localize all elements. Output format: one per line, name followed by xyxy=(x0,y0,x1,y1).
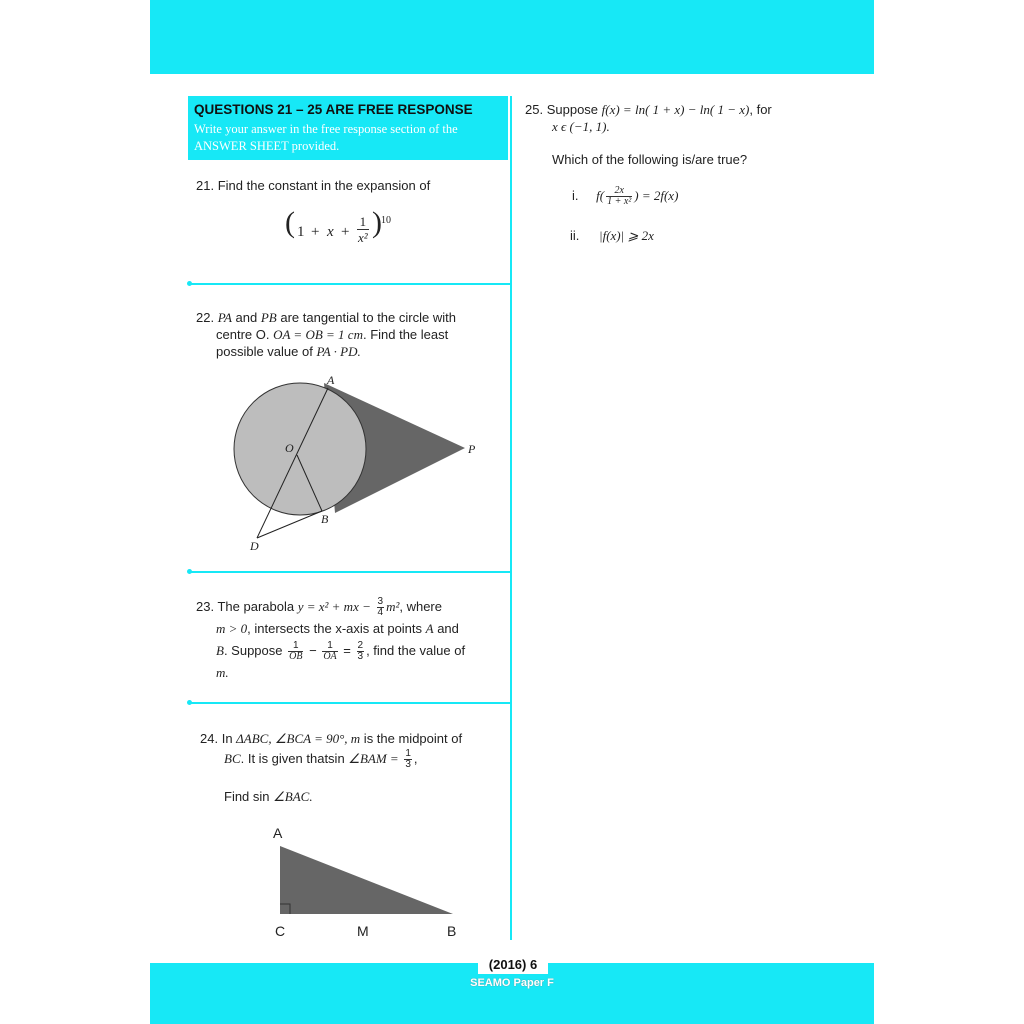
text: Find sin xyxy=(224,789,274,805)
math-bc: BC xyxy=(224,751,241,766)
math-triangle: ΔABC, ∠BCA = 90°, m xyxy=(236,731,361,746)
fraction-3-4 xyxy=(377,597,385,618)
expression-21 xyxy=(285,206,415,252)
math-pa-pd: PA · PD. xyxy=(316,344,361,359)
column-divider xyxy=(510,96,512,940)
denominator: x² xyxy=(358,230,368,245)
math-angle-bam: ∠BAM = xyxy=(348,751,399,766)
paper-label: SEAMO Paper F xyxy=(470,977,554,989)
text: , xyxy=(413,751,418,766)
question-25-prompt: Which of the following is/are true? xyxy=(552,152,748,167)
fraction-1-ob xyxy=(288,641,303,662)
text: are tangential to the circle with xyxy=(276,310,456,325)
math-m-positive: m > 0 xyxy=(216,621,248,637)
label-p: P xyxy=(468,442,476,456)
circle-tangent-diagram xyxy=(225,370,485,555)
label-a: A xyxy=(327,373,335,387)
circle xyxy=(234,383,366,515)
label-d: D xyxy=(250,539,259,553)
math-pb: PB xyxy=(260,310,277,325)
line-db xyxy=(257,511,322,538)
math-a: A xyxy=(425,621,434,637)
text: , where xyxy=(399,599,442,614)
option-label: ii. xyxy=(570,228,580,243)
text: . Find the least xyxy=(362,327,449,342)
text: and xyxy=(433,621,459,637)
math-b: B xyxy=(216,643,224,659)
math-inequality: |f(x)| ⩾ 2x xyxy=(599,228,654,243)
denominator: OA xyxy=(323,651,337,663)
question-divider xyxy=(190,571,512,573)
option-label: i. xyxy=(572,188,579,203)
right-triangle-diagram xyxy=(265,820,475,945)
numerator: 1 xyxy=(322,641,337,652)
question-22 xyxy=(196,309,496,360)
math-text: f( xyxy=(596,188,605,203)
denominator: 4 xyxy=(377,607,384,619)
question-number: 24. xyxy=(200,731,219,746)
math-angle-bac: ∠BAC. xyxy=(273,789,313,805)
label-a: A xyxy=(273,825,283,841)
section-instructions: Write your answer in the free response section of the ANSWER SHEET provided. xyxy=(188,121,508,160)
label-b: B xyxy=(447,923,457,939)
triangle-abc xyxy=(280,846,453,914)
text: , find the value of xyxy=(366,643,466,659)
text: is the midpoint of xyxy=(360,731,463,746)
math-m: m. xyxy=(216,665,229,681)
label-m: M xyxy=(357,923,369,939)
text: centre O. xyxy=(216,327,274,342)
text: possible value of xyxy=(216,344,317,359)
question-divider xyxy=(190,702,512,704)
numerator: 1 xyxy=(405,748,411,760)
term-one: 1 xyxy=(297,224,305,240)
text: , intersects the x-axis at points xyxy=(247,621,426,637)
question-25 xyxy=(525,101,845,135)
question-24 xyxy=(200,729,505,807)
math-text: ) = 2f(x) xyxy=(634,188,679,203)
fraction-2-3 xyxy=(357,641,365,662)
question-number: 22. xyxy=(196,310,215,325)
math-function: f(x) = ln( 1 + x) − ln( 1 − x) xyxy=(601,102,750,117)
numerator: 1 xyxy=(357,214,369,230)
fraction-1-oa xyxy=(322,641,337,662)
plus-sign: + xyxy=(341,224,350,240)
question-number: 23. xyxy=(196,599,215,614)
question-text: Find the constant in the expansion of xyxy=(217,178,431,193)
math-pa: PA xyxy=(217,310,232,325)
close-paren: ) xyxy=(372,206,382,239)
text: . Suppose xyxy=(223,643,283,659)
fraction xyxy=(357,214,369,245)
question-divider xyxy=(190,283,512,285)
text: , for xyxy=(749,102,772,117)
equals-sign: = xyxy=(343,643,351,659)
text: Suppose xyxy=(546,102,602,117)
section-title: QUESTIONS 21 – 25 ARE FREE RESPONSE xyxy=(188,96,508,121)
option-ii xyxy=(570,227,770,244)
denominator: OB xyxy=(289,651,303,663)
open-paren: ( xyxy=(285,206,295,239)
text: In xyxy=(221,731,237,746)
math-m2: m² xyxy=(386,599,400,614)
math-domain: x ϵ (−1, 1). xyxy=(552,119,610,134)
label-b: B xyxy=(321,512,329,526)
plus-sign: + xyxy=(311,224,320,240)
numerator: 2x xyxy=(606,186,632,197)
question-number: 25. xyxy=(525,102,544,117)
page-number: (2016) 6 xyxy=(478,956,548,974)
text: . It is given thatsin xyxy=(240,751,349,766)
numerator: 2 xyxy=(357,640,364,652)
fraction-1-3 xyxy=(404,749,412,770)
top-band xyxy=(150,0,874,74)
denominator: 1 + x² xyxy=(607,196,632,208)
fraction-2x xyxy=(606,186,632,207)
section-header xyxy=(188,96,508,159)
question-21 xyxy=(196,177,496,194)
option-i xyxy=(572,186,772,207)
term-x: x xyxy=(327,224,334,240)
question-number: 21. xyxy=(196,178,215,193)
minus-sign: − xyxy=(309,643,317,659)
math-oa-ob: OA = OB = 1 cm xyxy=(273,327,363,342)
math-parabola: y = x² + mx − xyxy=(297,599,371,614)
numerator: 1 xyxy=(288,641,303,652)
label-o: O xyxy=(285,441,294,455)
question-23 xyxy=(196,596,501,684)
numerator: 3 xyxy=(377,596,384,608)
exponent: 10 xyxy=(381,215,391,226)
denominator: 3 xyxy=(357,651,364,663)
text: and xyxy=(231,310,261,325)
text: The parabola xyxy=(217,599,298,614)
label-c: C xyxy=(275,923,286,939)
denominator: 3 xyxy=(405,759,411,771)
